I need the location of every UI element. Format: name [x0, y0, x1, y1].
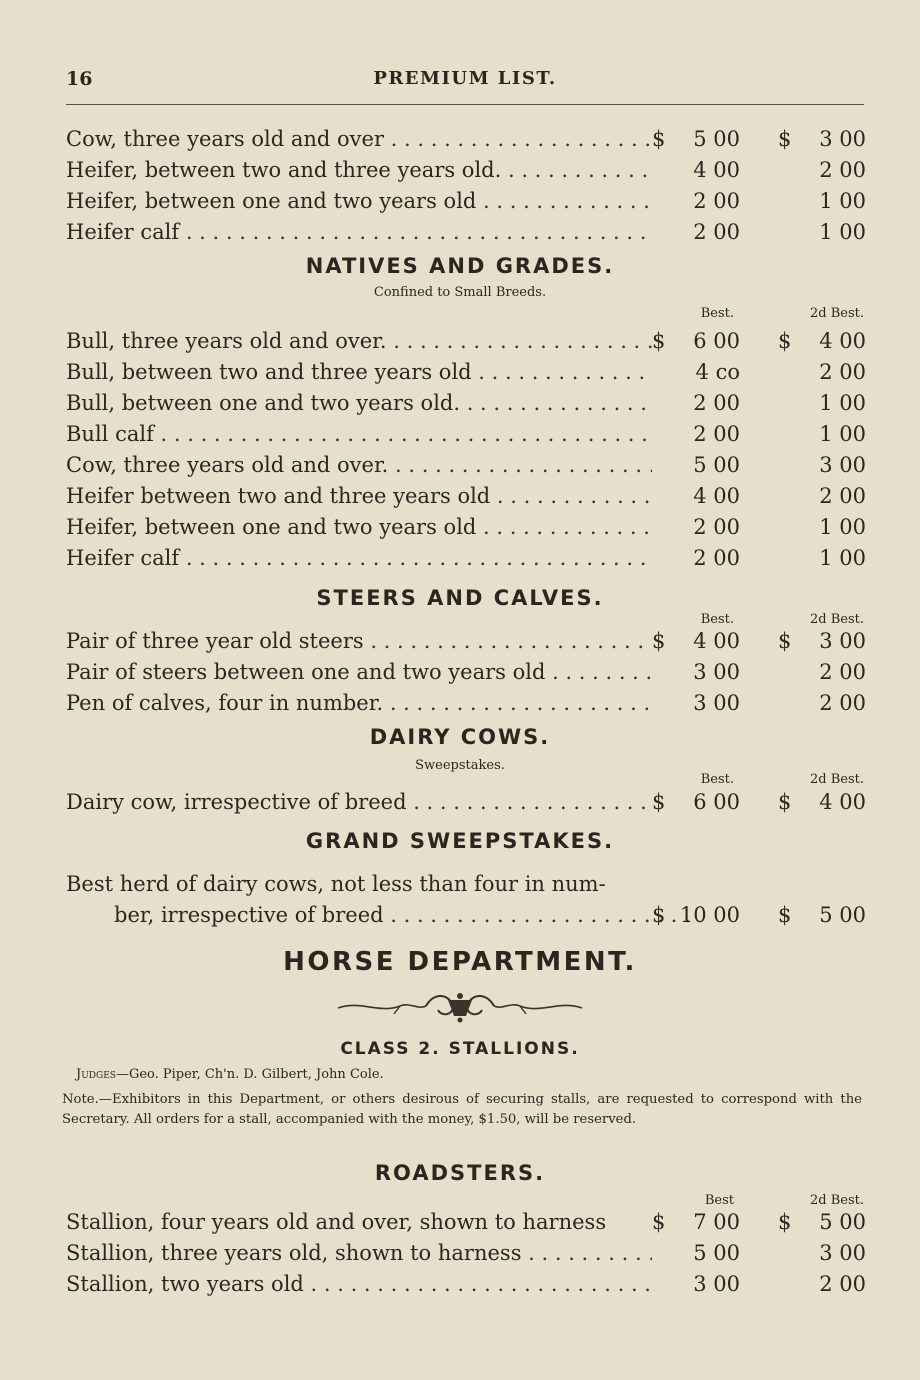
second-amount: [778, 1269, 866, 1299]
amount-figure: 4 00: [693, 158, 740, 182]
dollar-sign: $: [778, 903, 792, 927]
page-number: 16: [66, 68, 93, 90]
department-note: Note.—Exhibitors in this Department, or others desirous of securing stalls, are requested to correspond with the Secretary. All orders for a stall, accompanied with the money, $1.50, will be reserved.: [62, 1092, 862, 1127]
row-label: ber, irrespective of breed . . .: [66, 900, 700, 930]
col-best-header: Best: [704, 1193, 734, 1208]
amount-figure: 2 00: [819, 691, 866, 715]
second-amount: [778, 124, 866, 154]
judges-line: [76, 1066, 384, 1084]
amount-figure: 3 00: [819, 127, 866, 151]
dollar-sign: $: [652, 903, 666, 927]
row-label: Cow, three years old and over . . .: [66, 124, 652, 154]
running-title: PREMIUM LIST.: [373, 68, 557, 89]
amount-figure: 2 00: [819, 660, 866, 684]
amount-figure: 1 00: [819, 220, 866, 244]
amount-figure: 1 00: [819, 422, 866, 446]
amount-figure: 4 co: [695, 360, 740, 384]
premium-row: [0, 388, 920, 418]
best-amount: [652, 186, 740, 216]
second-amount: [778, 419, 866, 449]
row-label: Pen of calves, four in number. . . .: [66, 688, 652, 718]
best-amount: [652, 900, 740, 930]
amount-figure: 3 00: [819, 453, 866, 477]
best-amount: [652, 512, 740, 542]
amount-figure: 3 00: [693, 691, 740, 715]
amount-figure: 2 00: [693, 189, 740, 213]
amount-figure: 4 00: [693, 484, 740, 508]
page-header: [66, 68, 864, 94]
section-title-steers: STEERS AND CALVES.: [316, 586, 604, 610]
best-amount: [652, 481, 740, 511]
amount-figure: 2 00: [819, 158, 866, 182]
section-title-grand: GRAND SWEEPSTAKES.: [305, 829, 615, 853]
row-label: Bull, between one and two years old. . . .: [66, 388, 652, 418]
amount-figure: 2 00: [819, 484, 866, 508]
amount-figure: 2 00: [693, 422, 740, 446]
row-label: Bull, three years old and over. . . .: [66, 326, 652, 356]
col-best-header: Best.: [700, 306, 734, 321]
premium-row: [0, 1269, 920, 1299]
second-amount: [778, 481, 866, 511]
judges-label: Judges: [76, 1067, 116, 1082]
col-second-header: 2d Best.: [810, 772, 864, 787]
premium-row: [0, 543, 920, 573]
premium-row: [0, 626, 920, 656]
row-label: Best herd of dairy cows, not less than four in num-: [66, 872, 606, 896]
amount-figure: 3 00: [693, 660, 740, 684]
section-title-dairy: DAIRY COWS.: [369, 725, 551, 749]
row-label: Heifer calf . . .: [66, 217, 652, 247]
amount-figure: 5 00: [819, 1210, 866, 1234]
second-amount: [778, 657, 866, 687]
row-label: Heifer calf . . .: [66, 543, 652, 573]
amount-figure: 2 00: [693, 546, 740, 570]
amount-figure: 3 00: [819, 1241, 866, 1265]
second-amount: [778, 1207, 866, 1237]
row-label: Bull, between two and three years old . . .: [66, 357, 652, 387]
amount-figure: 6 00: [693, 790, 740, 814]
row-label: Pair of three year old steers . . .: [66, 626, 652, 656]
best-amount: [652, 787, 740, 817]
col-best-header: Best.: [700, 772, 734, 787]
premium-row: [0, 155, 920, 185]
amount-figure: 2 00: [819, 360, 866, 384]
row-label: Heifer, between one and two years old . . .: [66, 512, 652, 542]
second-amount: [778, 900, 866, 930]
premium-row: [0, 357, 920, 387]
amount-figure: 1 00: [819, 546, 866, 570]
amount-figure: 1 00: [819, 189, 866, 213]
row-label: Dairy cow, irrespective of breed . . .: [66, 787, 652, 817]
premium-row: [0, 450, 920, 480]
premium-row: [0, 657, 920, 687]
amount-figure: 3 00: [819, 629, 866, 653]
best-amount: [652, 626, 740, 656]
amount-figure: 5 00: [693, 127, 740, 151]
row-label: Cow, three years old and over. . . .: [66, 450, 652, 480]
amount-figure: 5 00: [693, 453, 740, 477]
row-label: Bull calf . . .: [66, 419, 652, 449]
best-amount: [652, 419, 740, 449]
row-label: Stallion, two years old . . .: [66, 1269, 652, 1299]
best-amount: [652, 688, 740, 718]
dollar-sign: $: [652, 790, 666, 814]
premium-row: [0, 326, 920, 356]
header-rule: [66, 104, 864, 105]
dollar-sign: $: [778, 629, 792, 653]
section-title-horse: HORSE DEPARTMENT.: [283, 947, 637, 977]
premium-row: [0, 186, 920, 216]
ornament-flourish-icon: [330, 988, 590, 1026]
amount-figure: 5 00: [819, 903, 866, 927]
best-amount: [652, 543, 740, 573]
premium-row: [0, 481, 920, 511]
premium-row: [0, 512, 920, 542]
col-best-header: Best.: [700, 612, 734, 627]
dollar-sign: $: [778, 790, 792, 814]
amount-figure: 1 00: [819, 391, 866, 415]
dollar-sign: $: [652, 329, 666, 353]
premium-row: [0, 688, 920, 718]
row-label: Stallion, three years old, shown to harness . . .: [66, 1238, 652, 1268]
premium-row: [0, 217, 920, 247]
row-label: Pair of steers between one and two years old . . .: [66, 657, 652, 687]
second-amount: [778, 186, 866, 216]
col-second-header: 2d Best.: [810, 1193, 864, 1208]
dollar-sign: $: [778, 1210, 792, 1234]
row-label: Stallion, four years old and over, shown to harness: [66, 1210, 607, 1234]
row-label: Heifer, between two and three years old. . . .: [66, 155, 652, 185]
premium-row-line1: [0, 869, 920, 899]
best-amount: [652, 217, 740, 247]
amount-figure: 4 00: [819, 329, 866, 353]
second-amount: [778, 326, 866, 356]
dollar-sign: $: [652, 629, 666, 653]
second-amount: [778, 626, 866, 656]
best-amount: [652, 388, 740, 418]
amount-figure: 5 00: [693, 1241, 740, 1265]
amount-figure: 2 00: [819, 1272, 866, 1296]
best-amount: [652, 124, 740, 154]
amount-figure: 1 00: [819, 515, 866, 539]
amount-figure: 6 00: [693, 329, 740, 353]
dollar-sign: $: [652, 127, 666, 151]
dollar-sign: $: [778, 127, 792, 151]
premium-row: [0, 1207, 920, 1237]
best-amount: [652, 155, 740, 185]
best-amount: [652, 657, 740, 687]
premium-row: [0, 124, 920, 154]
best-amount: [652, 1238, 740, 1268]
second-amount: [778, 155, 866, 185]
second-amount: [778, 357, 866, 387]
dollar-sign: $: [778, 329, 792, 353]
second-amount: [778, 388, 866, 418]
best-amount: [652, 450, 740, 480]
judges-names: —Geo. Piper, Ch'n. D. Gilbert, John Cole.: [115, 1067, 384, 1082]
row-label: Heifer, between one and two years old . . .: [66, 186, 652, 216]
amount-figure: 10 00: [679, 903, 740, 927]
col-second-header: 2d Best.: [810, 306, 864, 321]
second-amount: [778, 512, 866, 542]
second-amount: [778, 217, 866, 247]
section-subtitle: Confined to Small Breeds.: [373, 285, 547, 300]
second-amount: [778, 1238, 866, 1268]
column-headers: [0, 305, 920, 323]
premium-row: [0, 419, 920, 449]
premium-row: [0, 1238, 920, 1268]
amount-figure: 3 00: [693, 1272, 740, 1296]
section-subtitle: Sweepstakes.: [415, 758, 505, 773]
row-label: Heifer between two and three years old . . .: [66, 481, 652, 511]
section-title-natives: NATIVES AND GRADES.: [305, 254, 615, 278]
section-title-roadsters: ROADSTERS.: [374, 1161, 546, 1185]
second-amount: [778, 543, 866, 573]
premium-row: [0, 900, 920, 930]
col-second-header: 2d Best.: [810, 612, 864, 627]
best-amount: [652, 357, 740, 387]
class-title-stallions: CLASS 2. STALLIONS.: [340, 1039, 580, 1059]
amount-figure: 7 00: [693, 1210, 740, 1234]
premium-row: [0, 787, 920, 817]
best-amount: [652, 1207, 740, 1237]
second-amount: [778, 787, 866, 817]
amount-figure: 2 00: [693, 220, 740, 244]
amount-figure: 2 00: [693, 391, 740, 415]
best-amount: [652, 1269, 740, 1299]
second-amount: [778, 688, 866, 718]
dollar-sign: $: [652, 1210, 666, 1234]
amount-figure: 4 00: [693, 629, 740, 653]
second-amount: [778, 450, 866, 480]
amount-figure: 4 00: [819, 790, 866, 814]
best-amount: [652, 326, 740, 356]
amount-figure: 2 00: [693, 515, 740, 539]
